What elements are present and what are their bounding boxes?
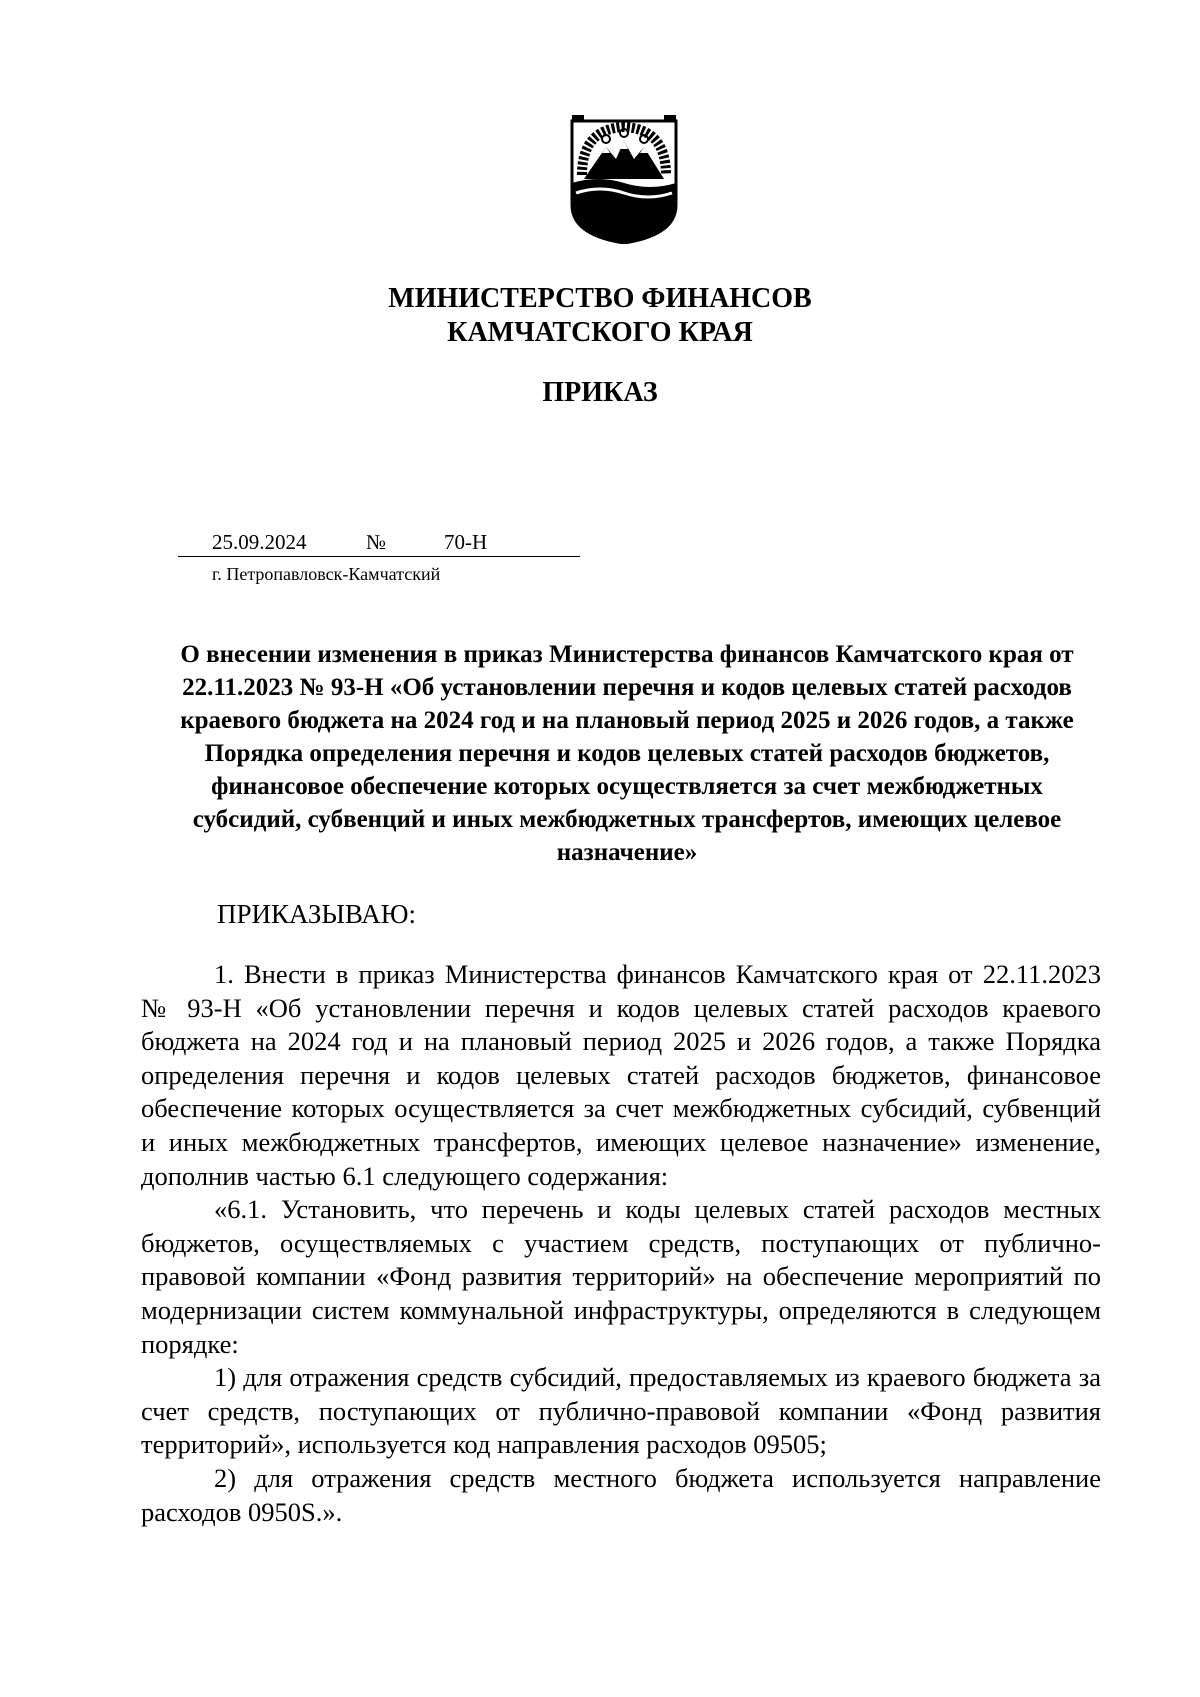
body-paragraph-1: 1. Внести в приказ Министерства финансов Камчатского края от 22.11.2023 № 93-Н «Об установлении перечня и кодов целевых статей расходов краевого бюджета на 2024 год и на плановый период 2025 и 2026 годов, а также Порядка определения перечня и кодов целевых статей расходов бюджетов, финансовое обеспечение которых осуществляется за счет межбюджетных субсидий, субвенций и иных межбюджетных трансфертов, имеющих целевое назначение» изменение, дополнив частью 6.1 следующего содержания: xyxy=(141,959,1101,1191)
document-type: ПРИКАЗ xyxy=(542,377,658,408)
document-subject: О внесении изменения в приказ Министерства финансов Камчатского края от 22.11.2023 № 93-Н «Об установлении перечня и кодов целевых статей расходов краевого бюджета на 2024 год и на плановый период 2025 и 2026 годов, а также Порядка определения перечня и кодов целевых статей расходов бюджетов, финансовое обеспечение которых осуществляется за счет межбюджетных субсидий, субвенций и иных межбюджетных трансфертов, имеющих целевое назначение» xyxy=(180,641,1074,866)
ministry-name-line1: МИНИСТЕРСТВО ФИНАНСОВ xyxy=(388,283,812,314)
issue-city: г. Петропавловск-Камчатский xyxy=(212,564,441,584)
body-paragraph-4: 2) для отражения средств местного бюджета используется направление расходов 0950S.». xyxy=(141,1462,1101,1527)
ministry-name-line2: КАМЧАТСКОГО КРАЯ xyxy=(447,317,753,348)
decree-word: ПРИКАЗЫВАЮ: xyxy=(217,899,416,929)
order-number-label: № xyxy=(366,530,387,554)
document-body xyxy=(141,958,1101,1529)
order-date: 25.09.2024 xyxy=(212,530,307,554)
body-paragraph-2: «6.1. Установить, что перечень и коды целевых статей расходов местных бюджетов, осуществляемых с участием средств, поступающих от публично-правовой компании «Фонд развития территорий» на обеспечение мероприятий по модернизации систем коммунальной инфраструктуры, определяются в следующем порядке: xyxy=(141,1194,1101,1359)
registration-line xyxy=(178,528,580,557)
order-number: 70-Н xyxy=(444,530,488,554)
kamchatka-coat-of-arms-icon xyxy=(568,113,680,244)
body-paragraph-3: 1) для отражения средств субсидий, предоставляемых из краевого бюджета за счет средств, поступающих от публично-правовой компании «Фонд развития территорий», используется код направления расходов 09505; xyxy=(141,1362,1101,1460)
ministry-name xyxy=(0,282,1200,350)
